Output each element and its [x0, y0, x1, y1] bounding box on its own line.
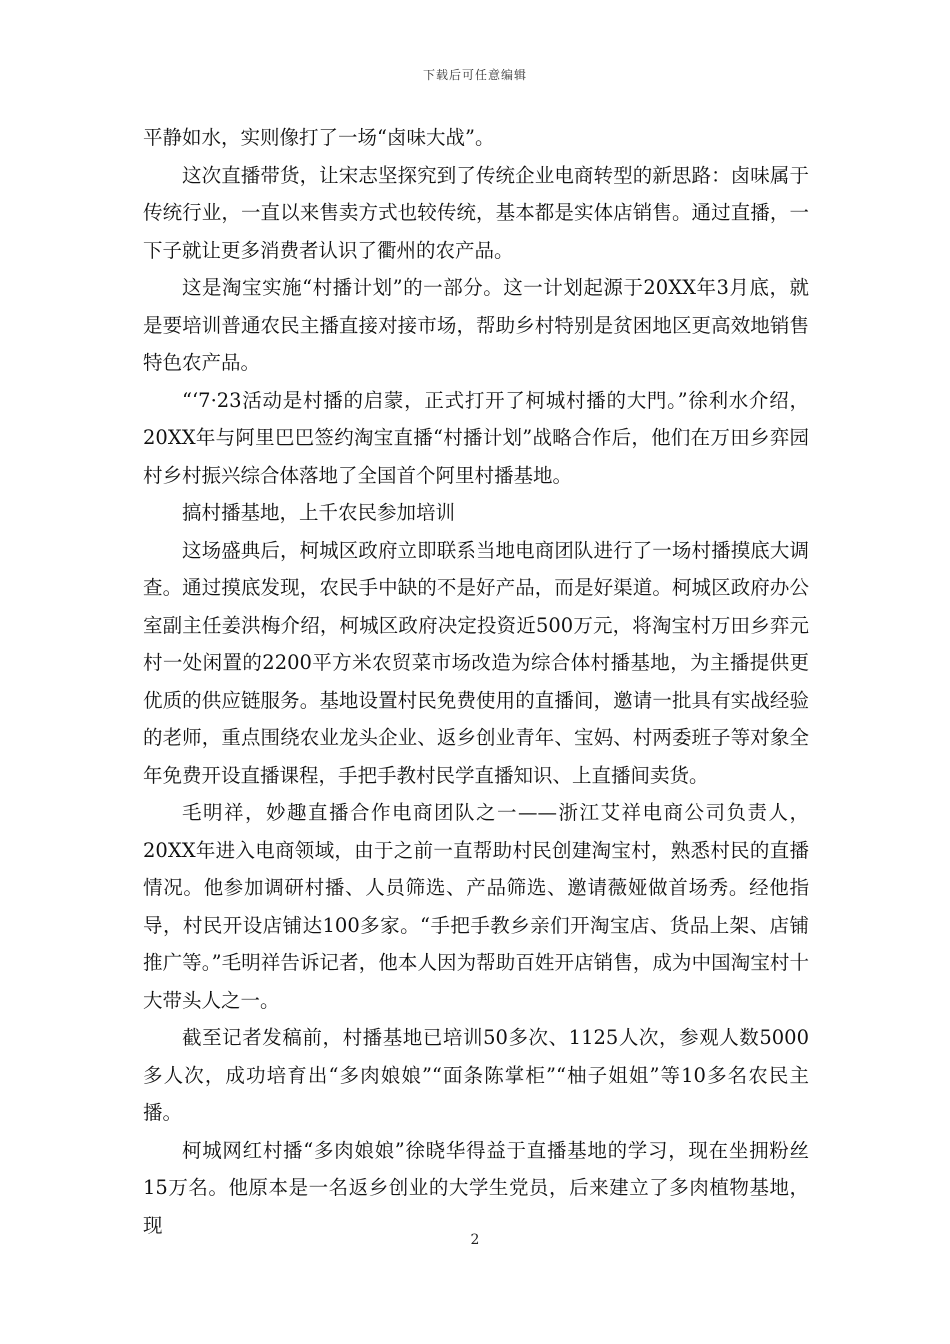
paragraph-8: 截至记者发稿前，村播基地已培训50多次、1125人次，参观人数5000多人次，成功培育出“多肉娘娘”“面条陈掌柜”“柚子姐姐”等10多名农民主播。 — [143, 1026, 809, 1124]
paragraph-7: 毛明祥，妙趣直播合作电商团队之一——浙江艾祥电商公司负责人，20XX年进入电商领域，由于之前一直帮助村民创建淘宝村，熟悉村民的直播情况。他参加调研村播、人员筛选、产品筛选、邀请薇娅做首场秀。经他指导，村民开设店铺达100多家。“手把手教乡亲们开淘宝店、货品上架、店铺推广等。”毛明祥告诉记者，他本人因为帮助百姓开店销售，成为中国淘宝村十大带头人之一。 — [143, 801, 809, 1012]
paragraph-1: 平静如水，实则像打了一场“卤味大战”。 — [143, 126, 495, 149]
paragraph-4: “‘7·23活动是村播的启蒙，正式打开了柯城村播的大門。”徐利水介绍，20XX年与阿里巴巴签约淘宝直播“村播计划”战略合作后，他们在万田乡弈园村乡村振兴综合体落地了全国首个阿里村播基地。 — [143, 388, 809, 487]
page-header: 下载后可任意编辑 — [422, 68, 527, 82]
section-heading: 搞村播基地，上千农民参加培训 — [182, 501, 456, 524]
paragraph-6: 这场盛典后，柯城区政府立即联系当地电商团队进行了一场村播摸底大调查。通过摸底发现，农民手中缺的不是好产品，而是好渠道。柯城区政府办公室副主任姜洪梅介绍，柯城区政府决定投资近500万元，将淘宝村万田乡弈元村一处闲置的2200平方米农贸菜市场改造为综合体村播基地，为主播提供更优质的供应链服务。基地设置村民免费使用的直播间，邀请一批具有实战经验的老师，重点围绕农业龙头企业、返乡创业青年、宝妈、村两委班子等对象全年免费开设直播课程，手把手教村民学直播知识、上直播间卖货。 — [143, 538, 809, 787]
paragraph-2: 这次直播带货，让宋志坚探究到了传统企业电商转型的新思路：卤味属于传统行业，一直以来售卖方式也较传统，基本都是实体店销售。通过直播，一下子就让更多消费者认识了衢州的农产品。 — [143, 163, 809, 262]
page-number: 2 — [470, 1232, 480, 1248]
paragraph-9: 柯城网红村播“多肉娘娘”徐晓华得益于直播基地的学习，现在坐拥粉丝15万名。他原本是一名返乡创业的大学生党员，后来建立了多肉植物基地，现 — [143, 1138, 809, 1237]
paragraph-3: 这是淘宝实施“村播计划”的一部分。这一计划起源于20XX年3月底，就是要培训普通农民主播直接对接市场，帮助乡村特别是贫困地区更高效地销售特色农产品。 — [143, 276, 809, 374]
document-body — [143, 119, 809, 1244]
